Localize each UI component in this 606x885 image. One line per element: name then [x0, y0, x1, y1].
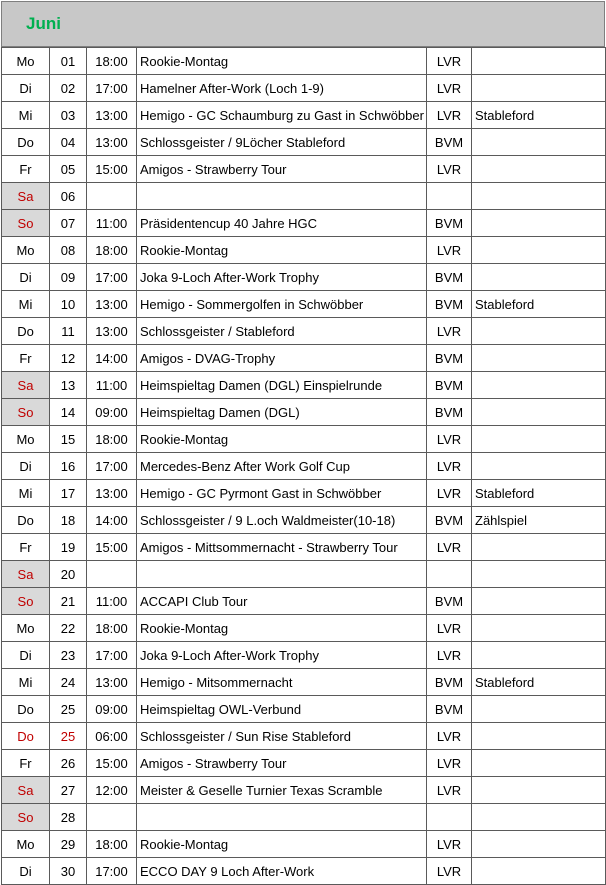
- format-cell: [472, 561, 606, 588]
- weekday-cell: Fr: [2, 750, 50, 777]
- event-cell: Rookie-Montag: [137, 831, 427, 858]
- table-row: [2, 48, 606, 75]
- event-cell: Mercedes-Benz After Work Golf Cup: [137, 453, 427, 480]
- format-cell: [472, 777, 606, 804]
- event-cell: Hemigo - GC Pyrmont Gast in Schwöbber: [137, 480, 427, 507]
- table-row: [2, 858, 606, 885]
- category-cell: LVR: [427, 534, 472, 561]
- date-cell: 03: [50, 102, 87, 129]
- date-cell: 17: [50, 480, 87, 507]
- format-cell: [472, 48, 606, 75]
- table-row: [2, 750, 606, 777]
- weekday-cell: So: [2, 804, 50, 831]
- category-cell: LVR: [427, 858, 472, 885]
- date-cell: 26: [50, 750, 87, 777]
- event-cell: [137, 183, 427, 210]
- time-cell: 14:00: [87, 345, 137, 372]
- weekday-cell: Mo: [2, 237, 50, 264]
- weekday-cell: Mi: [2, 291, 50, 318]
- weekday-cell: Do: [2, 696, 50, 723]
- date-cell: 11: [50, 318, 87, 345]
- table-row: [2, 669, 606, 696]
- weekday-cell: Mo: [2, 426, 50, 453]
- time-cell: 12:00: [87, 777, 137, 804]
- event-cell: Präsidentencup 40 Jahre HGC: [137, 210, 427, 237]
- table-row: [2, 723, 606, 750]
- weekday-cell: Di: [2, 264, 50, 291]
- event-cell: Schlossgeister / 9Löcher Stableford: [137, 129, 427, 156]
- date-cell: 18: [50, 507, 87, 534]
- format-cell: [472, 75, 606, 102]
- time-cell: 17:00: [87, 75, 137, 102]
- event-cell: Amigos - Strawberry Tour: [137, 750, 427, 777]
- table-row: [2, 642, 606, 669]
- category-cell: BVM: [427, 291, 472, 318]
- category-cell: BVM: [427, 696, 472, 723]
- category-cell: LVR: [427, 777, 472, 804]
- format-cell: [472, 345, 606, 372]
- format-cell: [472, 372, 606, 399]
- date-cell: 22: [50, 615, 87, 642]
- time-cell: [87, 561, 137, 588]
- table-row: [2, 480, 606, 507]
- event-cell: Schlossgeister / Sun Rise Stableford: [137, 723, 427, 750]
- weekday-cell: So: [2, 399, 50, 426]
- event-cell: Rookie-Montag: [137, 237, 427, 264]
- weekday-cell: Sa: [2, 183, 50, 210]
- table-row: [2, 561, 606, 588]
- time-cell: 18:00: [87, 48, 137, 75]
- date-cell: 27: [50, 777, 87, 804]
- event-cell: ECCO DAY 9 Loch After-Work: [137, 858, 427, 885]
- time-cell: 06:00: [87, 723, 137, 750]
- calendar-sheet: [1, 1, 605, 885]
- format-cell: Stableford: [472, 291, 606, 318]
- event-cell: Hamelner After-Work (Loch 1-9): [137, 75, 427, 102]
- event-cell: Joka 9-Loch After-Work Trophy: [137, 642, 427, 669]
- month-header: [1, 1, 605, 47]
- time-cell: 11:00: [87, 372, 137, 399]
- weekday-cell: Di: [2, 453, 50, 480]
- category-cell: LVR: [427, 831, 472, 858]
- event-cell: Meister & Geselle Turnier Texas Scramble: [137, 777, 427, 804]
- date-cell: 30: [50, 858, 87, 885]
- format-cell: [472, 615, 606, 642]
- event-cell: [137, 804, 427, 831]
- format-cell: [472, 264, 606, 291]
- event-cell: Rookie-Montag: [137, 426, 427, 453]
- time-cell: 18:00: [87, 615, 137, 642]
- time-cell: 17:00: [87, 858, 137, 885]
- table-row: [2, 534, 606, 561]
- date-cell: 13: [50, 372, 87, 399]
- date-cell: 04: [50, 129, 87, 156]
- category-cell: LVR: [427, 642, 472, 669]
- category-cell: BVM: [427, 669, 472, 696]
- month-title: Juni: [26, 14, 61, 33]
- date-cell: 08: [50, 237, 87, 264]
- category-cell: LVR: [427, 723, 472, 750]
- weekday-cell: Fr: [2, 156, 50, 183]
- format-cell: Stableford: [472, 102, 606, 129]
- category-cell: LVR: [427, 75, 472, 102]
- format-cell: [472, 129, 606, 156]
- time-cell: 15:00: [87, 750, 137, 777]
- format-cell: [472, 723, 606, 750]
- time-cell: 13:00: [87, 318, 137, 345]
- event-cell: [137, 561, 427, 588]
- format-cell: [472, 642, 606, 669]
- date-cell: 05: [50, 156, 87, 183]
- weekday-cell: So: [2, 588, 50, 615]
- event-cell: Amigos - Strawberry Tour: [137, 156, 427, 183]
- format-cell: [472, 831, 606, 858]
- category-cell: BVM: [427, 129, 472, 156]
- category-cell: LVR: [427, 102, 472, 129]
- table-row: [2, 129, 606, 156]
- event-cell: ACCAPI Club Tour: [137, 588, 427, 615]
- date-cell: 14: [50, 399, 87, 426]
- weekday-cell: Mo: [2, 48, 50, 75]
- event-cell: Heimspieltag OWL-Verbund: [137, 696, 427, 723]
- events-table: [1, 47, 606, 885]
- format-cell: [472, 588, 606, 615]
- format-cell: Zählspiel: [472, 507, 606, 534]
- category-cell: LVR: [427, 318, 472, 345]
- date-cell: 12: [50, 345, 87, 372]
- category-cell: LVR: [427, 48, 472, 75]
- weekday-cell: Sa: [2, 777, 50, 804]
- event-cell: Heimspieltag Damen (DGL) Einspielrunde: [137, 372, 427, 399]
- category-cell: BVM: [427, 372, 472, 399]
- time-cell: 18:00: [87, 237, 137, 264]
- time-cell: 15:00: [87, 156, 137, 183]
- time-cell: 15:00: [87, 534, 137, 561]
- table-row: [2, 426, 606, 453]
- category-cell: [427, 561, 472, 588]
- format-cell: [472, 453, 606, 480]
- event-cell: Rookie-Montag: [137, 615, 427, 642]
- date-cell: 19: [50, 534, 87, 561]
- date-cell: 02: [50, 75, 87, 102]
- format-cell: [472, 183, 606, 210]
- category-cell: LVR: [427, 480, 472, 507]
- category-cell: LVR: [427, 453, 472, 480]
- table-row: [2, 156, 606, 183]
- format-cell: Stableford: [472, 669, 606, 696]
- weekday-cell: Di: [2, 642, 50, 669]
- weekday-cell: Mo: [2, 615, 50, 642]
- date-cell: 24: [50, 669, 87, 696]
- category-cell: LVR: [427, 156, 472, 183]
- weekday-cell: Do: [2, 318, 50, 345]
- weekday-cell: Do: [2, 507, 50, 534]
- table-row: [2, 264, 606, 291]
- category-cell: [427, 183, 472, 210]
- table-row: [2, 291, 606, 318]
- weekday-cell: Do: [2, 723, 50, 750]
- category-cell: LVR: [427, 750, 472, 777]
- time-cell: 13:00: [87, 129, 137, 156]
- date-cell: 28: [50, 804, 87, 831]
- table-row: [2, 507, 606, 534]
- date-cell: 23: [50, 642, 87, 669]
- date-cell: 06: [50, 183, 87, 210]
- time-cell: 18:00: [87, 426, 137, 453]
- event-cell: Rookie-Montag: [137, 48, 427, 75]
- table-row: [2, 399, 606, 426]
- time-cell: 18:00: [87, 831, 137, 858]
- weekday-cell: Di: [2, 75, 50, 102]
- table-row: [2, 615, 606, 642]
- time-cell: 17:00: [87, 264, 137, 291]
- table-row: [2, 831, 606, 858]
- date-cell: 10: [50, 291, 87, 318]
- format-cell: [472, 426, 606, 453]
- weekday-cell: Mo: [2, 831, 50, 858]
- table-row: [2, 696, 606, 723]
- weekday-cell: Sa: [2, 372, 50, 399]
- date-cell: 07: [50, 210, 87, 237]
- event-cell: Heimspieltag Damen (DGL): [137, 399, 427, 426]
- category-cell: [427, 804, 472, 831]
- events-table-body: [2, 48, 606, 885]
- time-cell: 13:00: [87, 102, 137, 129]
- weekday-cell: Sa: [2, 561, 50, 588]
- category-cell: BVM: [427, 399, 472, 426]
- event-cell: Schlossgeister / 9 L.och Waldmeister(10-18): [137, 507, 427, 534]
- time-cell: 13:00: [87, 291, 137, 318]
- event-cell: Amigos - Mittsommernacht - Strawberry Tour: [137, 534, 427, 561]
- weekday-cell: Mi: [2, 669, 50, 696]
- format-cell: Stableford: [472, 480, 606, 507]
- table-row: [2, 237, 606, 264]
- date-cell: 21: [50, 588, 87, 615]
- category-cell: LVR: [427, 615, 472, 642]
- format-cell: [472, 804, 606, 831]
- weekday-cell: Fr: [2, 345, 50, 372]
- weekday-cell: Di: [2, 858, 50, 885]
- format-cell: [472, 156, 606, 183]
- category-cell: BVM: [427, 210, 472, 237]
- table-row: [2, 318, 606, 345]
- time-cell: 13:00: [87, 669, 137, 696]
- date-cell: 25: [50, 696, 87, 723]
- table-row: [2, 453, 606, 480]
- table-row: [2, 588, 606, 615]
- table-row: [2, 345, 606, 372]
- time-cell: 17:00: [87, 453, 137, 480]
- time-cell: 11:00: [87, 588, 137, 615]
- date-cell: 16: [50, 453, 87, 480]
- category-cell: BVM: [427, 507, 472, 534]
- weekday-cell: So: [2, 210, 50, 237]
- date-cell: 15: [50, 426, 87, 453]
- format-cell: [472, 534, 606, 561]
- time-cell: 11:00: [87, 210, 137, 237]
- weekday-cell: Fr: [2, 534, 50, 561]
- event-cell: Schlossgeister / Stableford: [137, 318, 427, 345]
- date-cell: 20: [50, 561, 87, 588]
- date-cell: 29: [50, 831, 87, 858]
- event-cell: Hemigo - Sommergolfen in Schwöbber: [137, 291, 427, 318]
- format-cell: [472, 696, 606, 723]
- table-row: [2, 372, 606, 399]
- category-cell: LVR: [427, 426, 472, 453]
- category-cell: LVR: [427, 237, 472, 264]
- category-cell: BVM: [427, 345, 472, 372]
- time-cell: 09:00: [87, 399, 137, 426]
- format-cell: [472, 318, 606, 345]
- format-cell: [472, 399, 606, 426]
- format-cell: [472, 750, 606, 777]
- format-cell: [472, 237, 606, 264]
- date-cell: 01: [50, 48, 87, 75]
- weekday-cell: Mi: [2, 102, 50, 129]
- time-cell: 09:00: [87, 696, 137, 723]
- table-row: [2, 102, 606, 129]
- event-cell: Amigos - DVAG-Trophy: [137, 345, 427, 372]
- event-cell: Hemigo - Mitsommernacht: [137, 669, 427, 696]
- event-cell: Joka 9-Loch After-Work Trophy: [137, 264, 427, 291]
- format-cell: [472, 210, 606, 237]
- time-cell: 13:00: [87, 480, 137, 507]
- time-cell: 14:00: [87, 507, 137, 534]
- weekday-cell: Do: [2, 129, 50, 156]
- table-row: [2, 183, 606, 210]
- table-row: [2, 804, 606, 831]
- event-cell: Hemigo - GC Schaumburg zu Gast in Schwöbber: [137, 102, 427, 129]
- date-cell: 25: [50, 723, 87, 750]
- table-row: [2, 75, 606, 102]
- time-cell: 17:00: [87, 642, 137, 669]
- table-row: [2, 210, 606, 237]
- time-cell: [87, 183, 137, 210]
- time-cell: [87, 804, 137, 831]
- table-row: [2, 777, 606, 804]
- weekday-cell: Mi: [2, 480, 50, 507]
- category-cell: BVM: [427, 588, 472, 615]
- date-cell: 09: [50, 264, 87, 291]
- category-cell: BVM: [427, 264, 472, 291]
- format-cell: [472, 858, 606, 885]
